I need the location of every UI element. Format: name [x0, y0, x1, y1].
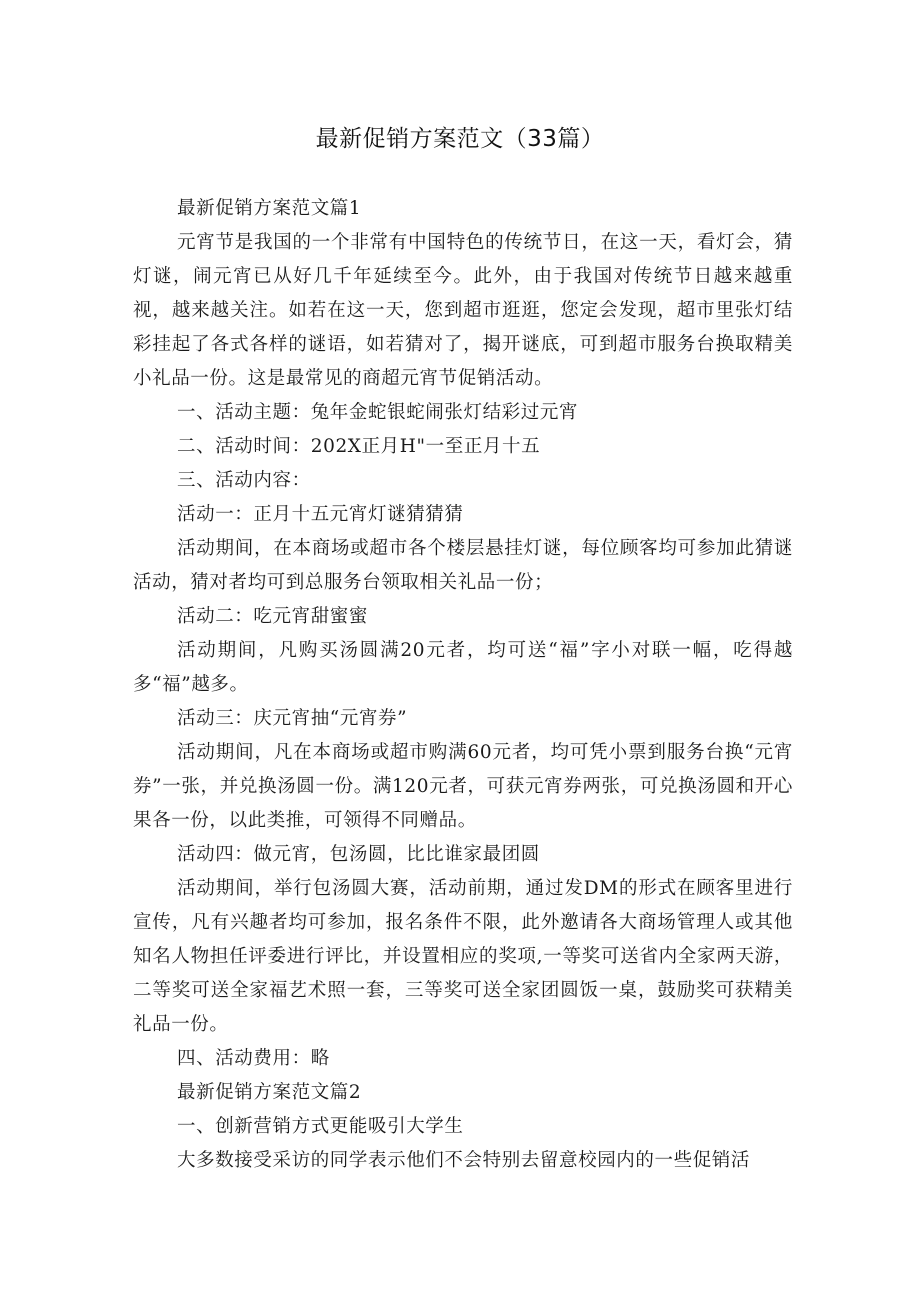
section-heading: 最新促销方案范文篇2: [177, 1082, 362, 1103]
body-paragraph: 活动四：做元宵，包汤圆，比比谁家最团圆: [177, 844, 540, 865]
body-paragraph: 活动三：庆元宵抽“元宵券”: [177, 708, 408, 729]
body-paragraph: 活动二：吃元宵甜蜜蜜: [177, 606, 369, 627]
body-paragraph: 四、活动费用：略: [177, 1048, 330, 1069]
body-paragraph: 活动期间，凡购买汤圆满20元者，均可送“福”字小对联一幅，吃得越多“福”越多。: [133, 640, 793, 695]
body-paragraph: 一、活动主题：兔年金蛇银蛇闹张灯结彩过元宵: [177, 402, 579, 423]
section-heading: 最新促销方案范文篇1: [177, 198, 362, 219]
body-paragraph: 活动期间，凡在本商场或超市购满60元者，均可凭小票到服务台换“元宵券”一张，并兑换汤圆一份。满120元者，可获元宵券两张，可兑换汤圆和开心果各一份，以此类推，可领得不同赠品。: [133, 742, 793, 831]
body-paragraph: 大多数接受采访的同学表示他们不会特别去留意校园内的一些促销活: [177, 1150, 751, 1171]
document-body: [133, 192, 793, 1178]
body-paragraph: 活动期间，在本商场或超市各个楼层悬挂灯谜，每位顾客均可参加此猜谜活动，猜对者均可到总服务台领取相关礼品一份；: [133, 538, 793, 593]
body-paragraph: 三、活动内容：: [177, 470, 311, 491]
body-paragraph: 一、创新营销方式更能吸引大学生: [177, 1116, 464, 1137]
body-paragraph: 活动期间，举行包汤圆大赛，活动前期，通过发DM的形式在顾客里进行宣传，凡有兴趣者均可参加，报名条件不限，此外邀请各大商场管理人或其他知名人物担任评委进行评比，并设置相应的奖项,一等奖可送省内全家两天游，二等奖可送全家福艺术照一套，三等奖可送全家团圆饭一桌，鼓励奖可获精美礼品一份。: [133, 878, 793, 1035]
document-title: 最新促销方案范文（33篇）: [315, 126, 605, 152]
body-paragraph: 活动一：正月十五元宵灯谜猜猜猜: [177, 504, 464, 525]
body-paragraph: 元宵节是我国的一个非常有中国特色的传统节日，在这一天，看灯会，猜灯谜，闹元宵已从好几千年延续至今。此外，由于我国对传统节日越来越重视，越来越关注。如若在这一天，您到超市逛逛，您定会发现，超市里张灯结彩挂起了各式各样的谜语，如若猜对了，揭开谜底，可到超市服务台换取精美小礼品一份。这是最常见的商超元宵节促销活动。: [133, 232, 793, 389]
body-paragraph: 二、活动时间：202X正月H"一至正月十五: [177, 436, 541, 457]
